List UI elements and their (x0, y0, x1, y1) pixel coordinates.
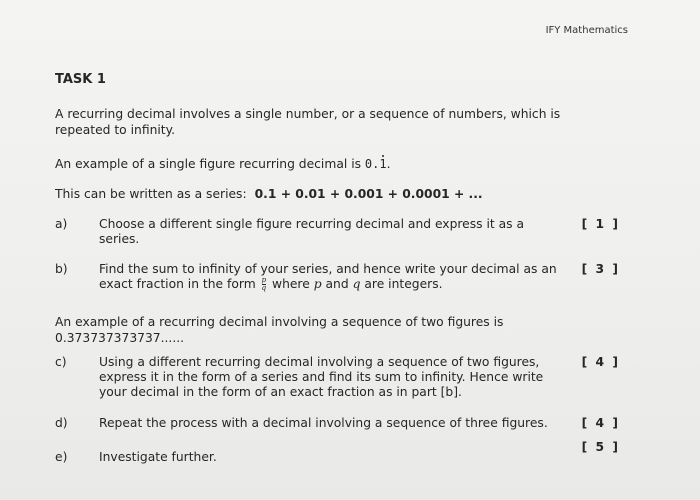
variable-q: q (352, 277, 361, 291)
question-letter: c) (55, 355, 67, 369)
recurring-digit: 1 (379, 157, 387, 171)
fraction-numerator: p (261, 276, 267, 284)
marks-badge: [ 5 ] (581, 440, 620, 454)
question-text-part3: and (325, 277, 349, 291)
fraction-p-over-q (262, 277, 266, 292)
task-title: TASK 1 (55, 72, 106, 87)
fraction-denominator: q (261, 284, 267, 292)
variable-p: p (313, 277, 322, 291)
question-text: Repeat the process with a decimal involving a sequence of three figures. (99, 416, 548, 430)
question-letter: b) (55, 262, 68, 276)
question-letter: d) (55, 416, 68, 430)
question-letter: e) (55, 450, 68, 464)
series-expression: 0.1 + 0.01 + 0.001 + 0.0001 + ... (254, 187, 483, 201)
question-text: Investigate further. (99, 450, 217, 464)
question-text: Choose a different single figure recurring decimal and express it as a series. (99, 217, 524, 246)
marks-badge: [ 4 ] (581, 416, 620, 430)
question-text: Using a different recurring decimal involving a sequence of two figures, express it in the form of a series and find its sum to infinity. Hence write your decimal in the form of an exact fraction as in part [b]. (99, 355, 544, 399)
recurring-decimal-value (365, 157, 387, 171)
series-line (55, 186, 483, 202)
question-letter: a) (55, 217, 68, 231)
course-header: IFY Mathematics (545, 25, 628, 36)
decimal-integer-part: 0. (364, 157, 380, 171)
sequence-example-line1: An example of a recurring decimal involving a sequence of two figures is (55, 315, 504, 329)
sequence-example (55, 314, 575, 346)
question-text (99, 262, 559, 292)
sequence-example-line2: 0.373737373737...... (55, 331, 185, 345)
marks-badge: [ 4 ] (581, 355, 620, 369)
single-figure-example-end: . (386, 157, 391, 171)
question-text-part4: are integers. (364, 277, 443, 291)
question-text-part2: where (272, 277, 310, 291)
intro-paragraph: A recurring decimal involves a single number, or a sequence of numbers, which is repeated to infinity. (55, 107, 561, 137)
marks-badge: [ 1 ] (581, 217, 620, 231)
marks-badge: [ 3 ] (581, 262, 620, 276)
series-prefix: This can be written as a series: (55, 187, 247, 201)
single-figure-example-text: An example of a single figure recurring decimal is (55, 157, 365, 171)
question-text-part1: Find the sum to infinity of your series, and hence write your decimal as an exact fraction in the form (99, 262, 557, 291)
single-figure-example (55, 156, 391, 172)
